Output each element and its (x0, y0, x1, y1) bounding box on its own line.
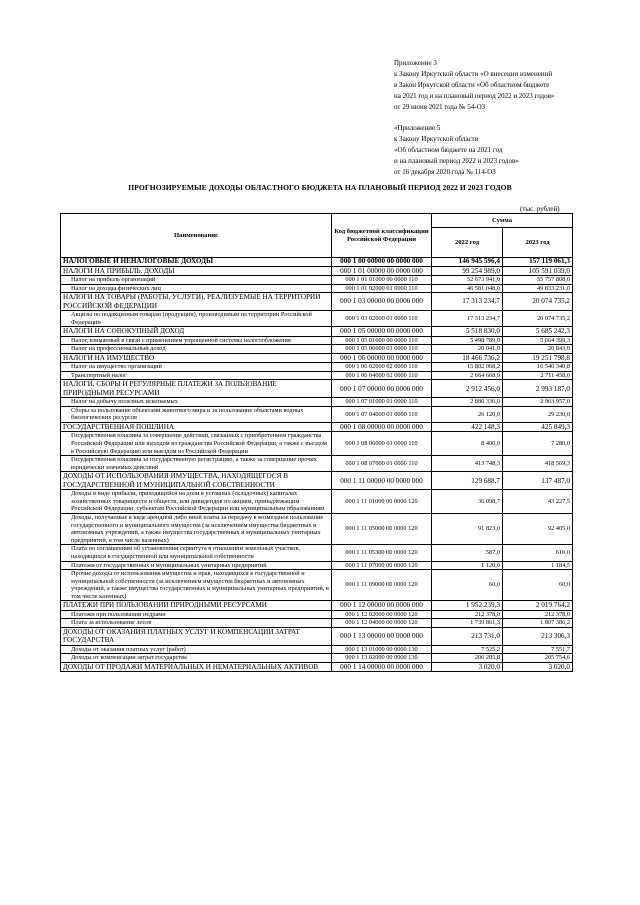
row-name: Транспортный налог (61, 371, 332, 380)
row-name: ДОХОДЫ ОТ ПРОДАЖИ МАТЕРИАЛЬНЫХ И НЕМАТЕРИАЛЬНЫХ АКТИВОВ (61, 663, 332, 672)
row-value-2022: 60,0 (432, 570, 503, 601)
table-row (61, 258, 573, 267)
row-code: 000 1 08 06000 01 0000 110 (332, 432, 432, 456)
table-row (61, 654, 573, 663)
row-value-2023: 5 685 242,3 (503, 327, 573, 336)
table-row (61, 327, 573, 336)
row-code: 000 1 06 00000 00 0000 000 (332, 353, 432, 362)
row-name: ПЛАТЕЖИ ПРИ ПОЛЬЗОВАНИИ ПРИРОДНЫМИ РЕСУРСАМИ (61, 601, 332, 610)
row-code: 000 1 08 00000 00 0000 000 (332, 422, 432, 431)
row-code: 000 1 11 01000 00 0000 120 (332, 490, 432, 514)
row-value-2023: 2 963 957,0 (503, 398, 573, 407)
row-value-2022: 46 581 048,0 (432, 284, 503, 293)
row-name: Государственная пошлина за совершение действий, связанных с приобретением гражданства Российской Федерации или выходом из гражданства Российской Федерации, а также с въездом в Российскую Федерацию или выездом из Российской Федерации (61, 432, 332, 456)
row-code: 000 1 07 01000 01 0000 110 (332, 398, 432, 407)
row-name: ДОХОДЫ ОТ ИСПОЛЬЗОВАНИЯ ИМУЩЕСТВА, НАХОДЯЩЕГОСЯ В ГОСУДАРСТВЕННОЙ И МУНИЦИПАЛЬНОЙ СОБСТВЕННОСТИ (61, 472, 332, 490)
row-value-2022: 5 518 830,0 (432, 327, 503, 336)
row-value-2022: 2 886 336,0 (432, 398, 503, 407)
row-value-2022: 7 525,2 (432, 645, 503, 654)
row-value-2022: 1 120,0 (432, 561, 503, 570)
table-row (61, 345, 573, 354)
row-value-2022: 212 378,0 (432, 610, 503, 619)
row-value-2023: 2 019 764,2 (503, 601, 573, 610)
appendix-header (394, 58, 634, 178)
row-value-2022: 129 688,7 (432, 472, 503, 490)
row-code: 000 1 05 00000 00 0000 000 (332, 327, 432, 336)
row-code: 000 1 00 00000 00 0000 000 (332, 258, 432, 267)
appendix-3-line-1: Приложение 3 (394, 59, 437, 67)
row-value-2023: 20 074 735,2 (503, 311, 573, 327)
table-row (61, 336, 573, 345)
row-name: НАЛОГОВЫЕ И НЕНАЛОГОВЫЕ ДОХОДЫ (61, 258, 332, 267)
row-value-2023: 2 711 458,0 (503, 371, 573, 380)
row-name: ГОСУДАРСТВЕННАЯ ПОШЛИНА (61, 422, 332, 431)
row-value-2023: 2 993 187,0 (503, 380, 573, 398)
row-value-2022: 146 945 596,4 (432, 258, 503, 267)
row-code: 000 1 13 02000 00 0000 130 (332, 654, 432, 663)
row-value-2023: 212 378,0 (503, 610, 573, 619)
row-name: НАЛОГИ НА СОВОКУПНЫЙ ДОХОД (61, 327, 332, 336)
row-value-2023: 92 405,0 (503, 513, 573, 544)
row-value-2023: 60,0 (503, 570, 573, 601)
table-row (61, 432, 573, 456)
row-value-2022: 15 802 068,2 (432, 363, 503, 372)
appendix-3-line-2: к Закону Иркутской области «О внесении изменений (394, 70, 553, 78)
row-value-2022: 17 313 234,7 (432, 311, 503, 327)
row-value-2022: 206 205,8 (432, 654, 503, 663)
column-header-sum: Сумма (432, 214, 573, 228)
row-name: Доходы, получаемые в виде арендной либо иной платы за передачу в возмездное пользование государственного и муниципального имущества (за исключением имущества бюджетных и автономных учреждений, а также имущества государственных и муниципальных унитарных предприятий, в том числе казенных) (61, 513, 332, 544)
row-code: 000 1 07 00000 00 0000 000 (332, 380, 432, 398)
row-code: 000 1 06 02000 02 0000 110 (332, 363, 432, 372)
row-name: Налог на прибыль организаций (61, 276, 332, 285)
row-name: НАЛОГИ, СБОРЫ И РЕГУЛЯРНЫЕ ПЛАТЕЖИ ЗА ПОЛЬЗОВАНИЕ ПРИРОДНЫМИ РЕСУРСАМИ (61, 380, 332, 398)
column-header-code: Код бюджетной классификации Российской Федерации (332, 214, 432, 258)
table-row (61, 284, 573, 293)
column-header-name: Наименование (61, 214, 332, 258)
row-value-2022: 587,0 (432, 545, 503, 561)
row-name: Налог на добычу полезных ископаемых (61, 398, 332, 407)
row-name: ДОХОДЫ ОТ ОКАЗАНИЯ ПЛАТНЫХ УСЛУГ И КОМПЕНСАЦИИ ЗАТРАТ ГОСУДАРСТВА (61, 628, 332, 646)
table-row (61, 380, 573, 398)
row-value-2023: 55 757 808,0 (503, 276, 573, 285)
table-row (61, 456, 573, 472)
table-row (61, 266, 573, 275)
table-row (61, 619, 573, 628)
row-name: НАЛОГИ НА ИМУЩЕСТВО (61, 353, 332, 362)
row-value-2023: 610,0 (503, 545, 573, 561)
row-value-2022: 8 400,0 (432, 432, 503, 456)
table-row (61, 513, 573, 544)
table-row (61, 353, 573, 362)
row-value-2023: 5 664 399,3 (503, 336, 573, 345)
row-value-2023: 20 074 735,2 (503, 293, 573, 311)
row-value-2023: 1 807 386,2 (503, 619, 573, 628)
table-row (61, 663, 573, 672)
row-name: Налог на профессиональный доход (61, 345, 332, 354)
row-name: Платежи при пользовании недрами (61, 610, 332, 619)
row-name: Налог, взимаемый в связи с применением упрощенной системы налогообложения (61, 336, 332, 345)
row-name: Плата за использование лесов (61, 619, 332, 628)
row-value-2022: 36 098,7 (432, 490, 503, 514)
row-name: Налог на имущество организаций (61, 363, 332, 372)
row-value-2022: 1 952 239,3 (432, 601, 503, 610)
row-value-2022: 99 254 989,0 (432, 266, 503, 275)
row-code: 000 1 03 02000 01 0000 110 (332, 311, 432, 327)
row-value-2022: 91 823,0 (432, 513, 503, 544)
row-code: 000 1 08 07000 01 0000 110 (332, 456, 432, 472)
row-code: 000 1 11 00000 00 0000 000 (332, 472, 432, 490)
row-name: Доходы от компенсации затрат государства (61, 654, 332, 663)
appendix-5-line-4: и на плановый период 2022 и 2023 годов» (394, 157, 519, 165)
row-value-2022: 422 148,3 (432, 422, 503, 431)
row-value-2023: 213 306,3 (503, 628, 573, 646)
row-code: 000 1 01 01000 00 0000 110 (332, 276, 432, 285)
table-row (61, 490, 573, 514)
row-value-2022: 2 912 456,0 (432, 380, 503, 398)
row-name: НАЛОГИ НА ТОВАРЫ (РАБОТЫ, УСЛУГИ), РЕАЛИЗУЕМЫЕ НА ТЕРРИТОРИИ РОССИЙСКОЙ ФЕДЕРАЦИИ (61, 293, 332, 311)
table-row (61, 628, 573, 646)
table-row (61, 570, 573, 601)
table-row (61, 293, 573, 311)
table-row (61, 645, 573, 654)
appendix-3-line-3: в Закон Иркутской области «Об областном бюджете (394, 81, 550, 89)
row-code: 000 1 13 01000 00 0000 130 (332, 645, 432, 654)
row-value-2023: 19 251 798,8 (503, 353, 573, 362)
row-value-2022: 20 041,0 (432, 345, 503, 354)
row-value-2023: 7 551,7 (503, 645, 573, 654)
row-value-2022: 213 731,0 (432, 628, 503, 646)
row-name: Доходы от оказания платных услуг (работ) (61, 645, 332, 654)
appendix-5-line-5: от 16 декабря 2020 года № 114-ОЗ (394, 168, 496, 176)
column-header-2023: 2023 год (503, 228, 573, 258)
row-value-2022: 2 664 668,0 (432, 371, 503, 380)
table-row (61, 610, 573, 619)
row-code: 000 1 11 07000 00 0000 120 (332, 561, 432, 570)
table-row (61, 311, 573, 327)
row-code: 000 1 14 00000 00 0000 000 (332, 663, 432, 672)
row-code: 000 1 11 09000 00 0000 120 (332, 570, 432, 601)
table-row (61, 601, 573, 610)
table-row (61, 363, 573, 372)
row-value-2023: 20 843,0 (503, 345, 573, 354)
appendix-5-line-3: «Об областном бюджете на 2021 год (394, 146, 503, 154)
row-code: 000 1 12 02000 00 0000 120 (332, 610, 432, 619)
row-value-2023: 137 487,0 (503, 472, 573, 490)
row-code: 000 1 07 04000 01 0000 110 (332, 406, 432, 422)
row-value-2023: 3 020,0 (503, 663, 573, 672)
table-row (61, 398, 573, 407)
row-name: НАЛОГИ НА ПРИБЫЛЬ, ДОХОДЫ (61, 266, 332, 275)
table-row (61, 545, 573, 561)
appendix-3-line-4: на 2021 год и на плановый период 2022 и 2023 годов» (394, 92, 555, 100)
row-value-2023: 16 540 340,8 (503, 363, 573, 372)
row-value-2022: 18 466 736,2 (432, 353, 503, 362)
row-value-2023: 29 230,0 (503, 406, 573, 422)
row-name: Платежи от государственных и муниципальных унитарных предприятий (61, 561, 332, 570)
row-name: Государственная пошлина за государственную регистрацию, а также за совершение прочих юридически значимых действий (61, 456, 332, 472)
table-row (61, 276, 573, 285)
row-code: 000 1 11 05000 00 0000 120 (332, 513, 432, 544)
row-code: 000 1 05 06000 01 0000 110 (332, 345, 432, 354)
row-value-2023: 157 119 061,3 (503, 258, 573, 267)
row-code: 000 1 11 05300 00 0000 120 (332, 545, 432, 561)
row-code: 000 1 12 00000 00 0000 000 (332, 601, 432, 610)
row-value-2022: 52 673 941,0 (432, 276, 503, 285)
row-name: Сборы за пользование объектами животного мира и за пользование объектами водных биологических ресурсов (61, 406, 332, 422)
row-code: 000 1 01 00000 00 0000 000 (332, 266, 432, 275)
row-value-2023: 425 849,3 (503, 422, 573, 431)
row-value-2022: 3 020,0 (432, 663, 503, 672)
row-value-2023: 105 591 039,0 (503, 266, 573, 275)
table-row (61, 472, 573, 490)
row-code: 000 1 06 04000 02 0000 110 (332, 371, 432, 380)
row-value-2022: 17 313 234,7 (432, 293, 503, 311)
row-code: 000 1 03 00000 00 0000 000 (332, 293, 432, 311)
row-code: 000 1 05 01000 00 0000 110 (332, 336, 432, 345)
units-label: (тыс. рублей) (520, 205, 560, 213)
row-value-2023: 43 227,5 (503, 490, 573, 514)
table-row (61, 561, 573, 570)
table-row (61, 422, 573, 431)
table-row (61, 371, 573, 380)
row-name: Акцизы по подакцизным товарам (продукции), производимым на территории Российской Федерации (61, 311, 332, 327)
row-value-2022: 26 120,0 (432, 406, 503, 422)
appendix-5-line-2: к Закону Иркутской области (394, 135, 479, 143)
row-name: Прочие доходы от использования имущества и прав, находящихся в государственной и муниципальной собственности (за исключением имущества бюджетных и автономных учреждений, а также имущества государственных и муниципальных унитарных предприятий, в том числе казенных) (61, 570, 332, 601)
row-value-2022: 1 739 861,3 (432, 619, 503, 628)
row-value-2023: 205 754,6 (503, 654, 573, 663)
revenue-table (60, 213, 573, 672)
appendix-5-line-1: «Приложение 5 (394, 124, 441, 132)
row-code: 000 1 01 02000 01 0000 110 (332, 284, 432, 293)
row-value-2023: 49 833 231,0 (503, 284, 573, 293)
row-name: Плата по соглашениям об установлении сервитута в отношении земельных участков, находящихся в государственной или муниципальной собственности (61, 545, 332, 561)
row-value-2022: 5 498 789,0 (432, 336, 503, 345)
row-name: Доходы в виде прибыли, приходящейся на доли в уставных (складочных) капиталах хозяйственных товариществ и обществ, или дивидендов по акциям, принадлежащим Российской Федерации, субъектам Российской Федерации или муниципальным образованиям (61, 490, 332, 514)
row-code: 000 1 13 00000 00 0000 000 (332, 628, 432, 646)
row-value-2022: 413 748,3 (432, 456, 503, 472)
row-value-2023: 7 280,0 (503, 432, 573, 456)
row-value-2023: 1 184,5 (503, 561, 573, 570)
document-title: ПРОГНОЗИРУЕМЫЕ ДОХОДЫ ОБЛАСТНОГО БЮДЖЕТА НА ПЛАНОВЫЙ ПЕРИОД 2022 И 2023 ГОДОВ (128, 183, 512, 192)
table-row (61, 406, 573, 422)
column-header-2022: 2022 год (432, 228, 503, 258)
row-name: Налог на доходы физических лиц (61, 284, 332, 293)
row-value-2023: 418 569,3 (503, 456, 573, 472)
row-code: 000 1 12 04000 00 0000 120 (332, 619, 432, 628)
appendix-3-line-5: от 29 июня 2021 года № 54-ОЗ (394, 103, 486, 111)
